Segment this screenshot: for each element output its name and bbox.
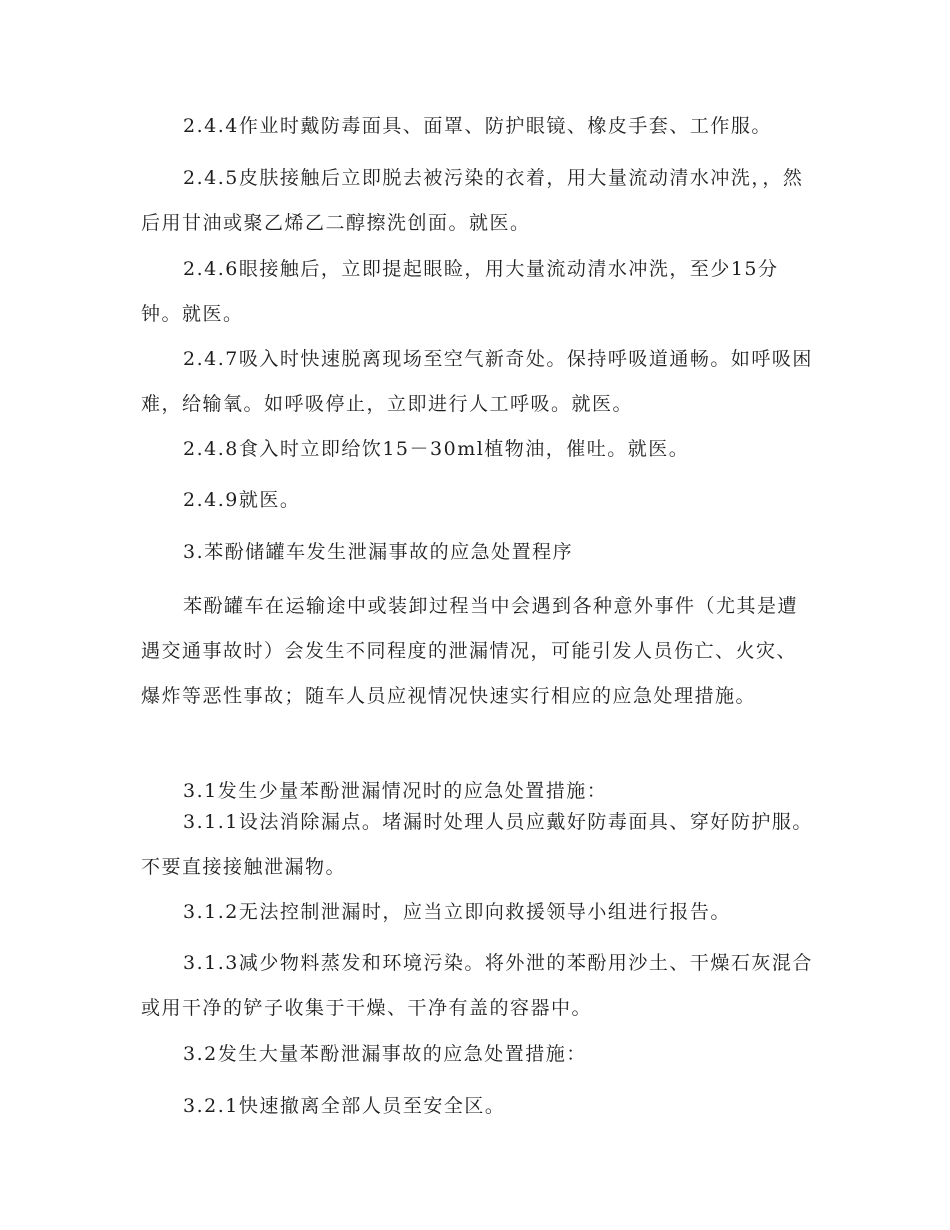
paragraph-2-4-9: 2.4.9就医。 bbox=[183, 489, 301, 511]
paragraph-2-4-6: 2.4.6眼接触后，立即提起眼睑，用大量流动清水冲洗，至少15分钟。就医。 bbox=[141, 258, 779, 325]
paragraph-3-1-3: 3.1.3减少物料蒸发和环境污染。将外泄的苯酚用沙土、干燥石灰混合或用干净的铲子收集于干燥、干净有盖的容器中。 bbox=[141, 952, 813, 1019]
paragraph-3-intro: 苯酚罐车在运输途中或装卸过程当中会遇到各种意外事件（尤其是遭遇交通事故时）会发生不同程度的泄漏情况，可能引发人员伤亡、火灾、爆炸等恶性事故；随车人员应视情况快速实行相应的应急处理措施。 bbox=[141, 595, 799, 707]
paragraph-3-2: 3.2发生大量苯酚泄漏事故的应急处置措施： bbox=[183, 1043, 587, 1065]
paragraph-3-1: 3.1发生少量苯酚泄漏情况时的应急处置措施： bbox=[183, 780, 608, 802]
paragraph-3-2-1: 3.2.1快速撤离全部人员至安全区。 bbox=[183, 1095, 506, 1117]
paragraph-3-1-1: 3.1.1设法消除漏点。堵漏时处理人员应戴好防毒面具、穿好防护服。不要直接接触泄漏物。 bbox=[141, 811, 813, 878]
paragraph-2-4-5: 2.4.5皮肤接触后立即脱去被污染的衣着，用大量流动清水冲洗，，然后用甘油或聚乙烯乙二醇擦洗创面。就医。 bbox=[141, 167, 804, 234]
paragraph-3-1-2: 3.1.2无法控制泄漏时，应当立即向救援领导小组进行报告。 bbox=[183, 901, 731, 923]
section-heading-3: 3.苯酚储罐车发生泄漏事故的应急处置程序 bbox=[183, 541, 574, 563]
paragraph-2-4-4: 2.4.4作业时戴防毒面具、面罩、防护眼镜、橡皮手套、工作服。 bbox=[183, 115, 772, 137]
paragraph-2-4-8: 2.4.8食入时立即给饮15－30ml植物油，催吐。就医。 bbox=[183, 438, 690, 460]
paragraph-2-4-7: 2.4.7吸入时快速脱离现场至空气新奇处。保持呼吸道通畅。如呼吸困难，给输氧。如呼吸停止，立即进行人工呼吸。就医。 bbox=[141, 348, 813, 415]
